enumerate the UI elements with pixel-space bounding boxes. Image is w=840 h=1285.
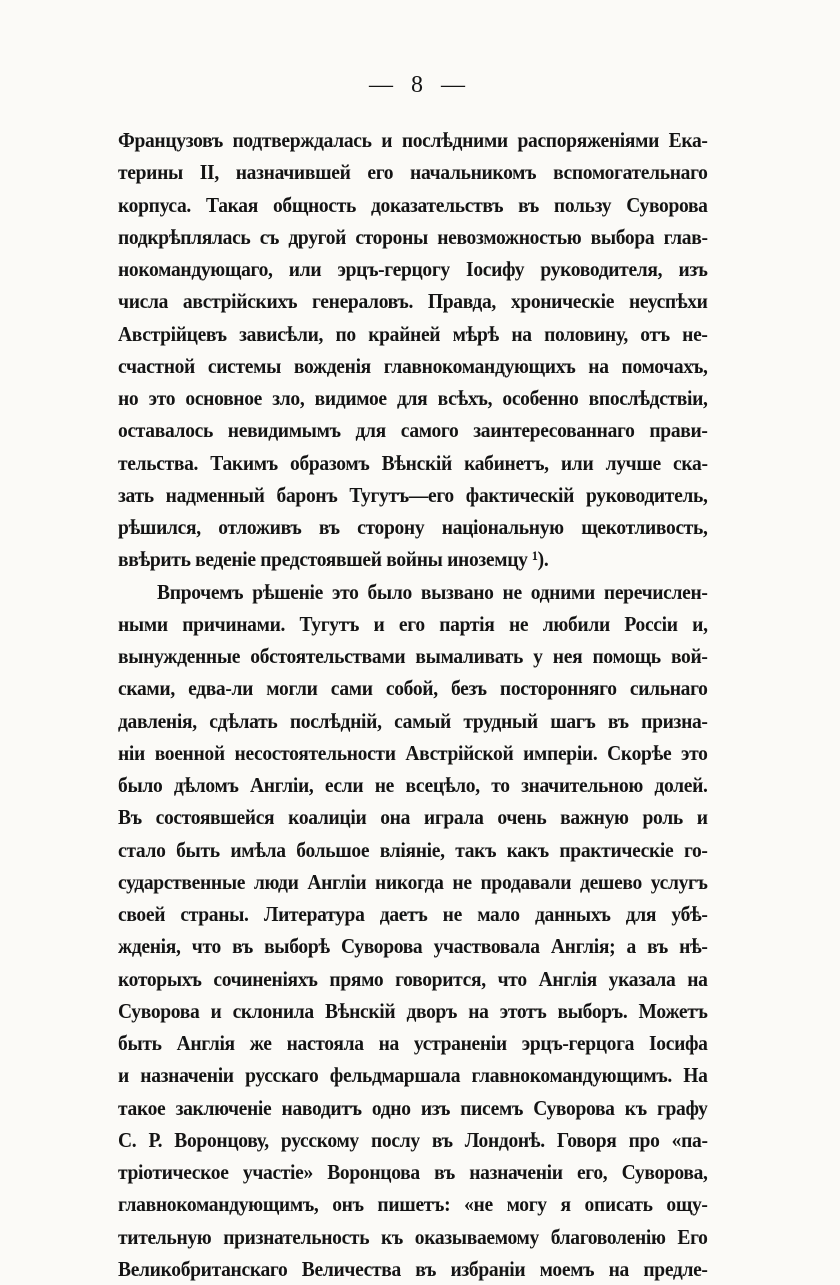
text-line: числа австрійскихъ генераловъ. Правда, хроническіе неуспѣхи [118,285,708,317]
text-line: главнокомандующимъ, онъ пишетъ: «не могу я описать ощу- [118,1188,708,1220]
text-line: Великобританскаго Величества въ избраніи моемъ на предле- [118,1253,708,1285]
text-line: было дѣломъ Англіи, если не всецѣло, то значительною долей. [118,769,708,801]
text-line: ными причинами. Тугутъ и его партія не любили Россіи и, [118,608,708,640]
body-text [118,124,708,1285]
text-line: но это основное зло, видимое для всѣхъ, особенно впослѣдствіи, [118,382,708,414]
text-line: С. Р. Воронцову, русскому послу въ Лондонѣ. Говоря про «па- [118,1124,708,1156]
text-line: своей страны. Литература даетъ не мало данныхъ для убѣ- [118,898,708,930]
text-line: сками, едва-ли могли сами собой, безъ посторонняго сильнаго [118,672,708,704]
paragraph-2 [118,576,708,1285]
text-line: быть Англія же настояла на устраненіи эрцъ-герцога Іосифа [118,1027,708,1059]
text-line: давленія, сдѣлать послѣдній, самый трудный шагъ въ призна- [118,705,708,737]
text-line: стало быть имѣла большое вліяніе, такъ какъ практическіе го- [118,834,708,866]
text-line: оставалось невидимымъ для самого заинтересованнаго прави- [118,414,708,446]
text-line: Суворова и склонила Вѣнскій дворъ на этотъ выборъ. Можетъ [118,995,708,1027]
page-number: — 8 — [0,72,840,99]
text-line: подкрѣплялась съ другой стороны невозможностью выбора глав- [118,221,708,253]
text-line: зать надменный баронъ Тугутъ—его фактическій руководитель, [118,479,708,511]
text-line: счастной системы вожденія главнокомандующихъ на помочахъ, [118,350,708,382]
text-line: жденія, что въ выборѣ Суворова участвовала Англія; а въ нѣ- [118,930,708,962]
text-line: Австрійцевъ зависѣли, по крайней мѣрѣ на половину, отъ не- [118,318,708,350]
paragraph-1 [118,124,708,576]
text-line: которыхъ сочиненіяхъ прямо говорится, что Англія указала на [118,963,708,995]
text-line: терины II, назначившей его начальникомъ вспомогательнаго [118,156,708,188]
text-line: тельства. Такимъ образомъ Вѣнскій кабинетъ, или лучше ска- [118,447,708,479]
text-line: вынужденные обстоятельствами вымаливать у нея помощь вой- [118,640,708,672]
text-line: рѣшился, отложивъ въ сторону національную щекотливость, [118,511,708,543]
text-line: сударственные люди Англіи никогда не продавали дешево услугъ [118,866,708,898]
text-line: такое заключеніе наводитъ одно изъ писемъ Суворова къ графу [118,1092,708,1124]
text-line: тительную признательность къ оказываемому благоволенію Его [118,1221,708,1253]
text-line: тріотическое участіе» Воронцова въ назначеніи его, Суворова, [118,1156,708,1188]
text-line: и назначеніи русскаго фельдмаршала главнокомандующимъ. На [118,1059,708,1091]
text-line: Французовъ подтверждалась и послѣдними распоряженіями Ека- [118,124,708,156]
text-line: ніи военной несостоятельности Австрійской имперіи. Скорѣе это [118,737,708,769]
text-line: нокомандующаго, или эрцъ-герцогу Іосифу руководителя, изъ [118,253,708,285]
text-line: корпуса. Такая общность доказательствъ въ пользу Суворова [118,189,708,221]
text-line: ввѣрить веденіе предстоявшей войны иноземцу ¹). [118,543,708,575]
text-line: Въ состоявшейся коалиціи она играла очень важную роль и [118,801,708,833]
text-line: Впрочемъ рѣшеніе это было вызвано не одними перечислен- [118,576,708,608]
